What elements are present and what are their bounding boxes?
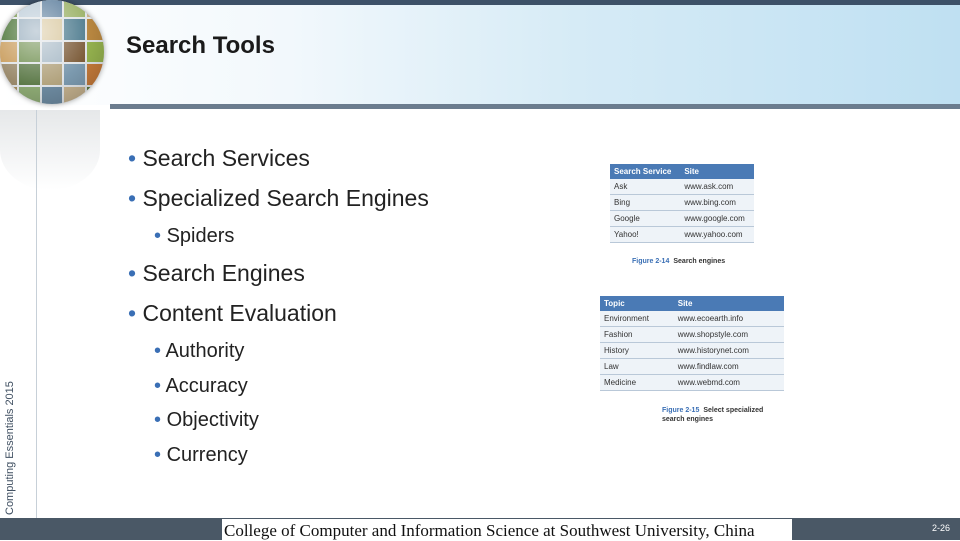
footer-text: College of Computer and Information Science at Southwest University, China	[224, 521, 755, 540]
bullet-search-services: • Search Services	[128, 145, 310, 171]
table-header: Site	[674, 296, 784, 311]
table-row: Medicine www.webmd.com	[600, 375, 784, 391]
table-header: Search Service	[610, 164, 680, 179]
table-row: Ask www.ask.com	[610, 179, 754, 195]
sidebar-divider	[36, 110, 37, 518]
table-row: Law www.findlaw.com	[600, 359, 784, 375]
bullet-content-evaluation: • Content Evaluation	[128, 300, 337, 326]
bullet-search-engines: • Search Engines	[128, 260, 305, 286]
bullet-objectivity: • Objectivity	[154, 409, 259, 431]
table-row: Yahoo! www.yahoo.com	[610, 227, 754, 243]
table-row: Google www.google.com	[610, 211, 754, 227]
table-row: Bing www.bing.com	[610, 195, 754, 211]
globe-logo-image	[0, 0, 104, 104]
bullet-accuracy: • Accuracy	[154, 375, 248, 397]
table-row: Fashion www.shopstyle.com	[600, 327, 784, 343]
slide-title: Search Tools	[126, 32, 275, 59]
bullet-currency: • Currency	[154, 444, 248, 466]
bullet-spiders: • Spiders	[154, 225, 235, 247]
table-header: Site	[680, 164, 754, 179]
figure-caption-1: Figure 2-14 Search engines	[632, 258, 726, 265]
table-row: History www.historynet.com	[600, 343, 784, 359]
bullet-specialized-search-engines: • Specialized Search Engines	[128, 185, 429, 211]
bullet-authority: • Authority	[154, 340, 245, 362]
table-row: Environment www.ecoearth.info	[600, 311, 784, 327]
figure-search-engines-table	[610, 164, 754, 243]
page-number: 2-26	[932, 523, 951, 533]
figure-specialized-engines-table	[600, 296, 784, 391]
header-divider	[110, 104, 960, 109]
table-header: Topic	[600, 296, 674, 311]
figure-caption-2: Figure 2-15 Select specialized search engines	[662, 407, 764, 423]
globe-reflection	[0, 110, 100, 190]
sidebar-label: Computing Essentials 2015	[4, 381, 16, 515]
